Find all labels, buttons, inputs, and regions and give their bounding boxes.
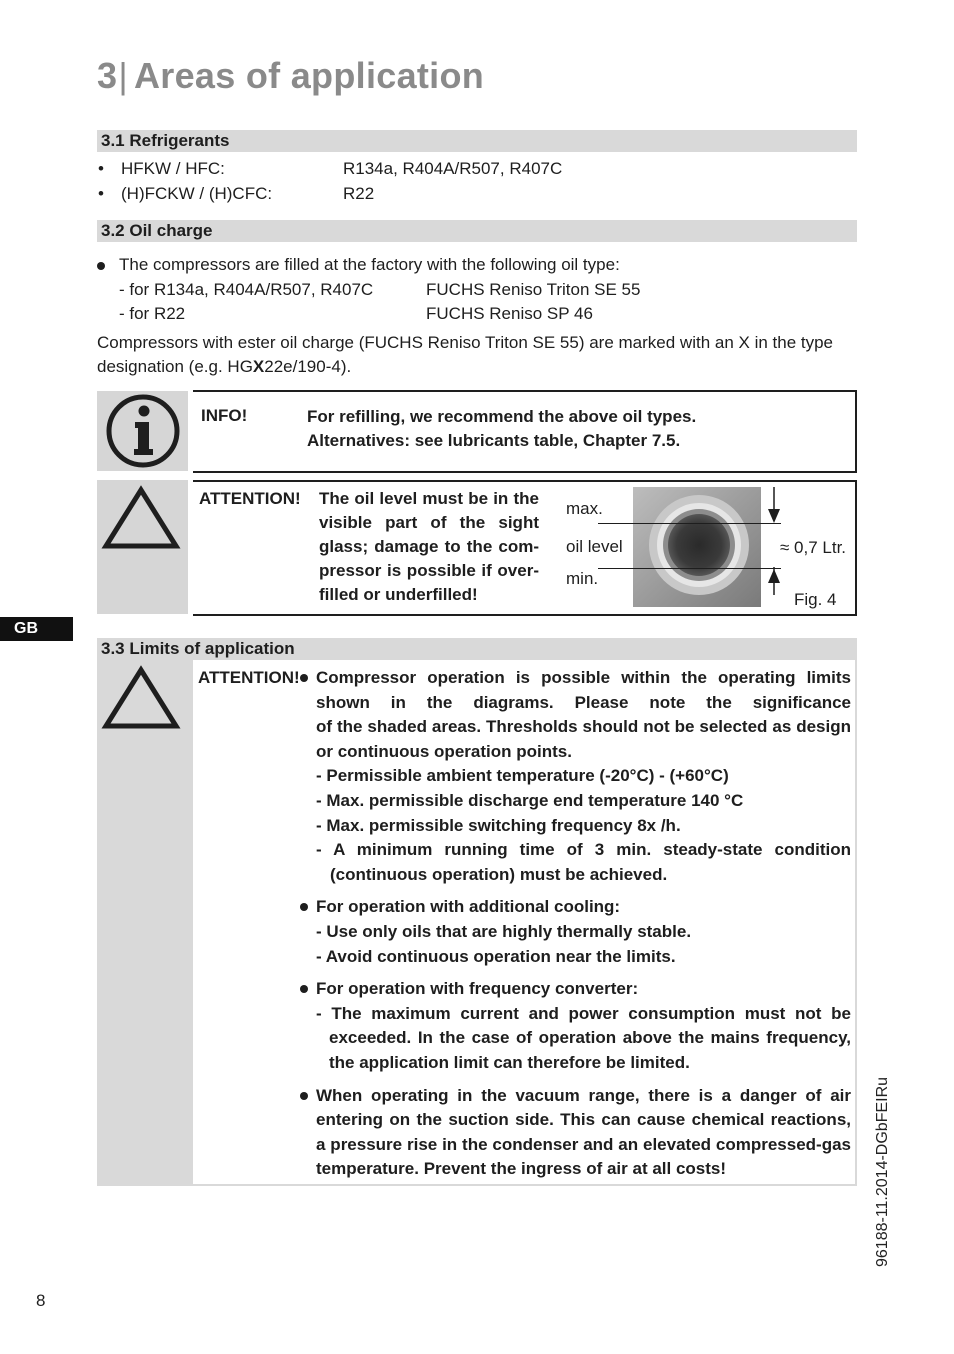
bullet-dot bbox=[300, 674, 308, 682]
ester-note-line-2 bbox=[97, 355, 351, 379]
limits-item: - Max. permissible discharge end temperature 140 °C bbox=[316, 790, 744, 810]
limits-attention-label: ATTENTION! bbox=[198, 668, 300, 687]
bullet-dot bbox=[300, 1092, 308, 1100]
attention-line: pressor is possible if over- bbox=[319, 561, 539, 580]
limits-item: - Use only oils that are highly thermally stable. bbox=[316, 921, 692, 941]
limits-line: When operating in the vacuum range, there is a danger of air bbox=[316, 1085, 851, 1105]
info-label: INFO! bbox=[201, 406, 248, 425]
info-icon bbox=[97, 391, 188, 471]
warning-triangle-icon bbox=[97, 660, 188, 740]
figure-caption: Fig. 4 bbox=[794, 590, 837, 609]
refrigerant-label: (H)FCKW / (H)CFC: bbox=[121, 184, 273, 203]
limits-item: - The maximum current and power consumption must not be bbox=[316, 1003, 851, 1023]
fig-oil-level-label: oil level bbox=[566, 537, 623, 556]
info-line-2: Alternatives: see lubricants table, Chapter 7.5. bbox=[307, 431, 681, 450]
limits-line: of the shaded areas. Thresholds should not be selected as design bbox=[316, 717, 851, 737]
limits-line: or continuous operation points. bbox=[316, 741, 572, 761]
oil-row-value: FUCHS Reniso Triton SE 55 bbox=[426, 280, 641, 299]
limits-bullet-1 bbox=[300, 666, 851, 887]
bullet-dot bbox=[97, 262, 105, 270]
page-title bbox=[97, 55, 484, 97]
warning-icon-panel bbox=[97, 480, 188, 614]
fig-min-label: min. bbox=[566, 569, 599, 588]
section-heading-oil-charge: 3.2 Oil charge bbox=[97, 220, 857, 242]
document-code: 96188-11.2014-DGbFEIRu bbox=[874, 1076, 891, 1267]
oil-intro: The compressors are filled at the factory with the following oil type: bbox=[119, 255, 620, 274]
title-separator: | bbox=[118, 55, 128, 96]
bullet-dot bbox=[300, 903, 308, 911]
refrigerant-value: R22 bbox=[343, 184, 375, 203]
bullet: • bbox=[98, 184, 104, 203]
ester-note-text: 22e/190-4). bbox=[264, 357, 352, 376]
ester-note-text: designation (e.g. HG bbox=[97, 357, 253, 376]
attention-text bbox=[319, 487, 539, 607]
min-line bbox=[598, 568, 781, 569]
info-icon-panel bbox=[97, 391, 188, 471]
limits-item: - Permissible ambient temperature (-20°C) - (+60°C) bbox=[316, 766, 729, 786]
chapter-number: 3 bbox=[97, 55, 118, 96]
limits-line: shown in the diagrams. Please note the significance bbox=[316, 692, 851, 712]
sight-glass-photo bbox=[633, 487, 761, 607]
section-heading-refrigerants: 3.1 Refrigerants bbox=[97, 130, 857, 152]
ester-note-bold: X bbox=[252, 357, 265, 376]
limits-item: (continuous operation) must be achieved. bbox=[330, 864, 668, 884]
fig-max-label: max. bbox=[566, 499, 603, 518]
attention-line: visible part of the sight bbox=[319, 513, 539, 532]
oil-row-label: - for R22 bbox=[119, 304, 186, 323]
oil-row-value: FUCHS Reniso SP 46 bbox=[426, 304, 593, 323]
limits-bullet-4 bbox=[300, 1084, 851, 1182]
limits-item: exceeded. In the case of operation above the mains frequency, bbox=[329, 1028, 851, 1048]
max-line bbox=[598, 523, 781, 524]
bullet: • bbox=[98, 159, 104, 178]
bullet-dot bbox=[300, 985, 308, 993]
attention-label: ATTENTION! bbox=[199, 489, 301, 508]
limits-line: entering on the suction side. This can cause chemical reactions, bbox=[316, 1110, 851, 1130]
attention-line: filled or underfilled! bbox=[319, 585, 478, 604]
warning-triangle-icon bbox=[97, 480, 188, 560]
attention-line: glass; damage to the com- bbox=[319, 537, 539, 556]
limits-bullet-3 bbox=[300, 977, 851, 1075]
limits-line: For operation with frequency converter: bbox=[316, 979, 639, 999]
section-heading-limits: 3.3 Limits of application bbox=[97, 638, 857, 660]
fig-volume-label: ≈ 0,7 Ltr. bbox=[780, 538, 847, 557]
language-tab: GB bbox=[0, 617, 73, 641]
limits-item: - A minimum running time of 3 min. steady-state condition bbox=[316, 840, 851, 860]
limits-item: the application limit can therefore be limited. bbox=[329, 1052, 690, 1072]
page-number: 8 bbox=[36, 1291, 46, 1310]
oil-row-label: - for R134a, R404A/R507, R407C bbox=[119, 280, 374, 299]
limits-line: Compressor operation is possible within the operating limits bbox=[316, 668, 851, 687]
limits-line: a pressure rise in the condenser and an elevated compressed-gas bbox=[316, 1134, 851, 1154]
limits-item: - Avoid continuous operation near the limits. bbox=[316, 946, 676, 966]
sight-glass-image bbox=[633, 487, 761, 607]
limits-line: For operation with additional cooling: bbox=[316, 897, 621, 917]
limits-text bbox=[300, 666, 851, 1182]
info-line-1: For refilling, we recommend the above oil types. bbox=[307, 407, 697, 426]
limits-item: - Max. permissible switching frequency 8x /h. bbox=[316, 815, 681, 835]
refrigerant-label: HFKW / HFC: bbox=[121, 159, 225, 178]
refrigerant-value: R134a, R404A/R507, R407C bbox=[343, 159, 563, 178]
ester-note-line-1: Compressors with ester oil charge (FUCHS Reniso Triton SE 55) are marked with an X in the type bbox=[97, 333, 834, 352]
limits-line: temperature. Prevent the ingress of air at all costs! bbox=[316, 1159, 727, 1179]
limits-bullet-2 bbox=[300, 895, 851, 969]
chapter-title: Areas of application bbox=[133, 55, 485, 96]
attention-line: The oil level must be in the bbox=[319, 489, 539, 508]
